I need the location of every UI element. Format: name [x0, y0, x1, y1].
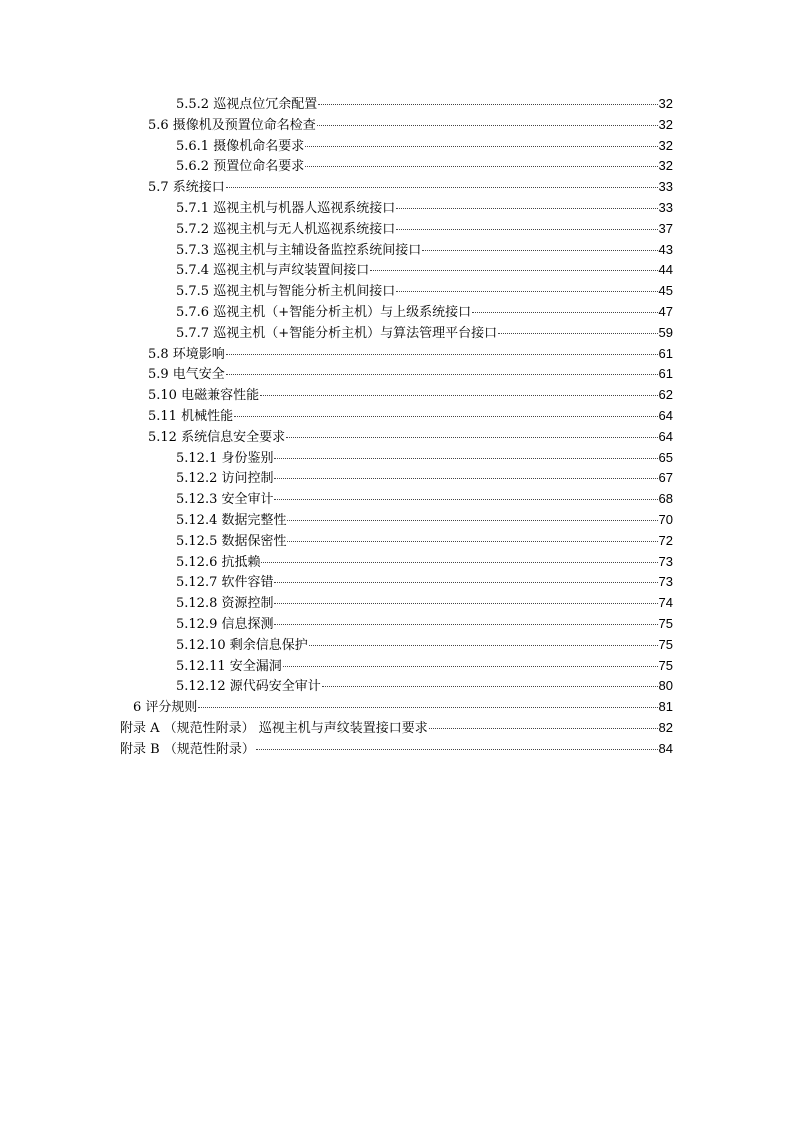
toc-entry-page-number: 75	[658, 615, 673, 631]
toc-entry-page-number: 64	[658, 407, 673, 423]
dot-leader	[260, 394, 657, 396]
toc-entry-line	[148, 364, 673, 386]
toc-entry-title: 5.12.9 信息探测	[176, 616, 274, 632]
table-of-contents	[0, 94, 793, 760]
toc-entry-page-number: 47	[658, 303, 673, 319]
toc-entry-title: 5.12.7 软件容错	[176, 575, 274, 591]
dot-leader	[226, 353, 658, 355]
toc-entry-title: 5.8 环境影响	[148, 346, 225, 362]
toc-entry-page-number: 37	[658, 220, 673, 236]
toc-entry-title: 5.7.7 巡视主机（+智能分析主机）与算法管理平台接口	[176, 325, 498, 341]
dot-leader	[287, 519, 657, 521]
dot-leader	[322, 685, 658, 687]
toc-entry-title: 5.9 电气安全	[148, 367, 225, 383]
toc-entry-title: 5.6.2 预置位命名要求	[176, 159, 305, 175]
toc-entry[interactable]	[0, 656, 793, 677]
toc-entry-page-number: 62	[658, 387, 673, 403]
toc-entry-page-number: 73	[658, 574, 673, 590]
toc-entry-line	[176, 635, 673, 657]
toc-entry-title: 5.7.3 巡视主机与主辅设备监控系统间接口	[176, 242, 422, 258]
dot-leader	[234, 415, 657, 417]
toc-entry-page-number: 82	[658, 719, 673, 735]
toc-entry-page-number: 32	[658, 116, 673, 132]
dot-leader	[498, 332, 657, 334]
toc-entry-line	[176, 614, 673, 636]
toc-entry-page-number: 74	[658, 595, 673, 611]
toc-entry[interactable]	[0, 136, 793, 157]
toc-entry-line	[176, 468, 673, 490]
toc-entry-title: 5.12.3 安全审计	[176, 492, 274, 508]
toc-entry-title: 5.12.12 源代码安全审计	[176, 679, 321, 695]
toc-entry[interactable]	[0, 364, 793, 385]
toc-entry-line	[176, 136, 673, 158]
toc-entry-line	[176, 323, 673, 345]
toc-entry[interactable]	[0, 156, 793, 177]
toc-entry-title: 附录 A （规范性附录） 巡视主机与声纹装置接口要求	[120, 720, 428, 736]
toc-entry[interactable]	[0, 240, 793, 261]
toc-entry-line	[176, 219, 673, 241]
toc-entry-title: 5.7.6 巡视主机（+智能分析主机）与上级系统接口	[176, 304, 472, 320]
toc-entry[interactable]	[0, 406, 793, 427]
toc-entry[interactable]	[0, 510, 793, 531]
toc-entry-line	[176, 656, 673, 678]
toc-entry-line	[176, 552, 673, 574]
toc-entry-title: 5.7.4 巡视主机与声纹装置间接口	[176, 263, 370, 279]
toc-entry-title: 6 评分规则	[133, 700, 198, 716]
toc-entry-page-number: 81	[658, 699, 673, 715]
toc-entry[interactable]	[0, 697, 793, 718]
toc-entry-title: 5.12.8 资源控制	[176, 596, 274, 612]
toc-entry-title: 5.6.1 摄像机命名要求	[176, 138, 305, 154]
toc-entry-page-number: 32	[658, 158, 673, 174]
toc-entry[interactable]	[0, 302, 793, 323]
toc-entry-page-number: 43	[658, 241, 673, 257]
toc-entry-line	[148, 406, 673, 428]
dot-leader	[283, 665, 658, 667]
dot-leader	[261, 561, 657, 563]
toc-entry[interactable]	[0, 385, 793, 406]
toc-entry[interactable]	[0, 739, 793, 760]
toc-entry-page-number: 32	[658, 137, 673, 153]
toc-entry-page-number: 68	[658, 491, 673, 507]
toc-entry-line	[120, 739, 673, 761]
toc-entry-page-number: 61	[658, 366, 673, 382]
toc-entry-title: 5.7.2 巡视主机与无人机巡视系统接口	[176, 221, 396, 237]
toc-entry-title: 5.10 电磁兼容性能	[148, 388, 260, 404]
dot-leader	[370, 269, 657, 271]
toc-entry[interactable]	[0, 635, 793, 656]
toc-entry-line	[176, 156, 673, 178]
toc-entry-page-number: 75	[658, 636, 673, 652]
toc-entry[interactable]	[0, 198, 793, 219]
dot-leader	[317, 124, 658, 126]
toc-entry-page-number: 84	[658, 740, 673, 756]
toc-entry[interactable]	[0, 219, 793, 240]
dot-leader	[287, 540, 657, 542]
dot-leader	[274, 623, 657, 625]
toc-entry[interactable]	[0, 468, 793, 489]
toc-entry-page-number: 80	[658, 678, 673, 694]
toc-entry-line	[176, 531, 673, 553]
toc-entry[interactable]	[0, 448, 793, 469]
dot-leader	[198, 706, 657, 708]
dot-leader	[286, 436, 657, 438]
toc-entry[interactable]	[0, 281, 793, 302]
toc-entry-page-number: 64	[658, 428, 673, 444]
toc-entry[interactable]	[0, 323, 793, 344]
toc-entry-title: 5.6 摄像机及预置位命名检查	[148, 117, 316, 133]
toc-entry-page-number: 65	[658, 449, 673, 465]
toc-entry-page-number: 45	[658, 283, 673, 299]
toc-entry[interactable]	[0, 489, 793, 510]
toc-entry-title: 附录 B （规范性附录）	[120, 741, 255, 757]
toc-entry-line	[176, 572, 673, 594]
dot-leader	[318, 103, 657, 105]
dot-leader	[305, 145, 657, 147]
toc-entry[interactable]	[0, 344, 793, 365]
dot-leader	[256, 748, 658, 750]
dot-leader	[274, 457, 657, 459]
toc-entry-page-number: 33	[658, 179, 673, 195]
toc-entry-page-number: 73	[658, 553, 673, 569]
toc-entry-page-number: 59	[658, 324, 673, 340]
toc-entry-line	[148, 344, 673, 366]
toc-entry[interactable]	[0, 177, 793, 198]
toc-entry-title: 5.12.6 抗抵赖	[176, 554, 261, 570]
dot-leader	[472, 311, 657, 313]
toc-entry-title: 5.12.10 剩余信息保护	[176, 637, 308, 653]
toc-entry-title: 5.5.2 巡视点位冗余配置	[176, 97, 318, 112]
toc-entry-page-number: 72	[658, 532, 673, 548]
toc-entry[interactable]	[0, 593, 793, 614]
toc-entry-title: 5.7.1 巡视主机与机器人巡视系统接口	[176, 200, 396, 216]
toc-entry-line	[176, 448, 673, 470]
toc-entry[interactable]	[0, 718, 793, 739]
toc-entry[interactable]	[0, 94, 793, 115]
toc-entry-line	[176, 676, 673, 698]
dot-leader	[274, 477, 657, 479]
toc-entry-line	[176, 94, 673, 116]
toc-entry-title: 5.12.4 数据完整性	[176, 512, 287, 528]
toc-entry-line	[176, 260, 673, 282]
toc-entry[interactable]	[0, 260, 793, 281]
toc-entry-page-number: 33	[658, 199, 673, 215]
dot-leader	[422, 249, 657, 251]
toc-entry-line	[148, 385, 673, 407]
toc-entry[interactable]	[0, 531, 793, 552]
toc-entry-page-number: 67	[658, 470, 673, 486]
toc-entry-line	[176, 281, 673, 303]
toc-entry-title: 5.12.1 身份鉴别	[176, 450, 274, 466]
toc-entry-line	[148, 177, 673, 199]
dot-leader	[274, 581, 657, 583]
toc-entry-title: 5.12.11 安全漏洞	[176, 658, 282, 674]
toc-entry-page-number: 61	[658, 345, 673, 361]
toc-entry-title: 5.12 系统信息安全要求	[148, 429, 286, 445]
toc-entry-title: 5.7 系统接口	[148, 180, 225, 196]
toc-entry-line	[176, 302, 673, 324]
toc-entry-title: 5.11 机械性能	[148, 408, 234, 424]
toc-entry[interactable]	[0, 427, 793, 448]
dot-leader	[429, 727, 658, 729]
toc-entry-page-number: 75	[658, 657, 673, 673]
toc-entry-line	[176, 510, 673, 532]
toc-entry[interactable]	[0, 115, 793, 136]
toc-entry-line	[176, 198, 673, 220]
toc-entry[interactable]	[0, 572, 793, 593]
toc-entry-line	[120, 718, 673, 740]
dot-leader	[274, 602, 657, 604]
toc-entry-page-number: 44	[658, 262, 673, 278]
toc-entry[interactable]	[0, 552, 793, 573]
toc-entry-title: 5.12.5 数据保密性	[176, 533, 287, 549]
toc-entry-page-number: 70	[658, 511, 673, 527]
dot-leader	[396, 207, 657, 209]
dot-leader	[274, 498, 657, 500]
dot-leader	[396, 290, 657, 292]
dot-leader	[226, 186, 658, 188]
dot-leader	[396, 228, 657, 230]
toc-entry-line	[176, 593, 673, 615]
toc-entry[interactable]	[0, 614, 793, 635]
toc-entry-title: 5.7.5 巡视主机与智能分析主机间接口	[176, 284, 396, 300]
dot-leader	[305, 165, 657, 167]
toc-entry-line	[133, 697, 673, 719]
toc-entry-line	[176, 240, 673, 262]
dot-leader	[309, 644, 658, 646]
toc-entry-page-number: 32	[658, 96, 673, 111]
dot-leader	[226, 373, 658, 375]
toc-entry-line	[176, 489, 673, 511]
toc-entry[interactable]	[0, 676, 793, 697]
toc-entry-line	[148, 115, 673, 137]
toc-entry-title: 5.12.2 访问控制	[176, 471, 274, 487]
toc-entry-line	[148, 427, 673, 449]
